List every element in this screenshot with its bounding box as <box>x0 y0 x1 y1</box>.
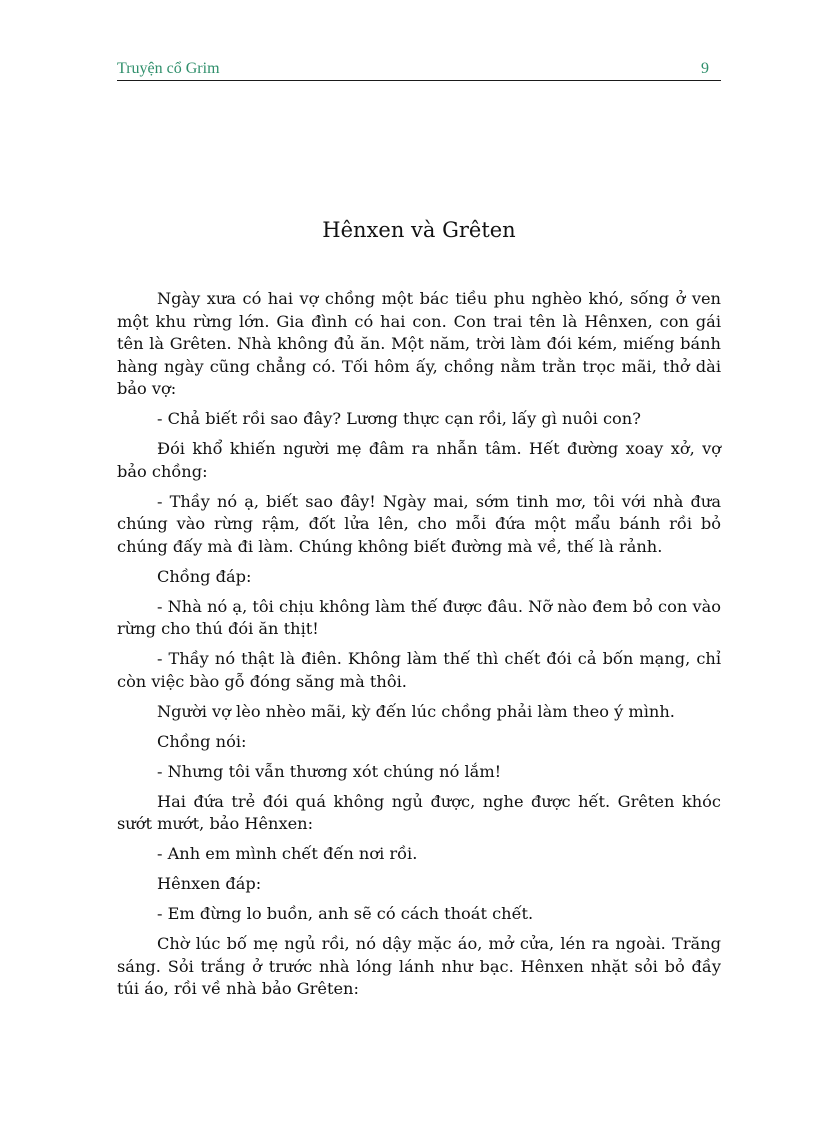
paragraph: Chờ lúc bố mẹ ngủ rồi, nó dậy mặc áo, mở cửa, lén ra ngoài. Trăng sáng. Sỏi trắng ở trước nhà lóng lánh như bạc. Hênxen nhặt sỏi bỏ đầy túi áo, rồi về nhà bảo Grêten: <box>117 934 721 998</box>
story-body <box>117 288 721 1008</box>
paragraph: - Thầy nó ạ, biết sao đây! Ngày mai, sớm tinh mơ, tôi với nhà đưa chúng vào rừng rậm, đốt lửa lên, cho mỗi đứa một mẩu bánh rồi bỏ chúng đấy mà đi làm. Chúng không biết đường mà về, thế là rảnh. <box>117 491 721 556</box>
story-title: Hênxen và Grêten <box>322 218 516 242</box>
paragraph: Ngày xưa có hai vợ chồng một bác tiều phu nghèo khó, sống ở ven một khu rừng lớn. Gia đình có hai con. Con trai tên là Hênxen, con gái tên là Grêten. Nhà không đủ ăn. Một năm, trời làm đói kém, miếng bánh hàng ngày cũng chẳng có. Tối hôm ấy, chồng nằm trằn trọc mãi, thở dài bảo vợ: <box>117 289 721 398</box>
paragraph: - Chả biết rồi sao đây? Lương thực cạn rồi, lấy gì nuôi con? <box>157 409 641 428</box>
paragraph: Chồng đáp: <box>157 566 252 586</box>
paragraph: - Em đừng lo buồn, anh sẽ có cách thoát chết. <box>157 904 534 923</box>
book-title: Truyện cổ Grim <box>117 60 220 77</box>
paragraph: - Nhưng tôi vẫn thương xót chúng nó lắm! <box>157 761 502 781</box>
paragraph: Đói khổ khiến người mẹ đâm ra nhẫn tâm. Hết đường xoay xở, vợ bảo chồng: <box>117 439 721 481</box>
paragraph: - Thầy nó thật là điên. Không làm thế thì chết đói cả bốn mạng, chỉ còn việc bào gỗ đóng săng mà thôi. <box>117 649 721 691</box>
running-header <box>117 58 721 81</box>
paragraph: Hênxen đáp: <box>157 874 262 893</box>
paragraph: Hai đứa trẻ đói quá không ngủ được, nghe được hết. Grêten khóc sướt mướt, bảo Hênxen: <box>117 791 721 833</box>
paragraph: - Anh em mình chết đến nơi rồi. <box>157 844 418 863</box>
paragraph: Người vợ lèo nhèo mãi, kỳ đến lúc chồng phải làm theo ý mình. <box>157 701 675 721</box>
paragraph: Chồng nói: <box>157 731 247 751</box>
paragraph: - Nhà nó ạ, tôi chịu không làm thế được đâu. Nỡ nào đem bỏ con vào rừng cho thú đói ăn thịt! <box>117 596 721 638</box>
page-number: 9 <box>701 60 709 77</box>
